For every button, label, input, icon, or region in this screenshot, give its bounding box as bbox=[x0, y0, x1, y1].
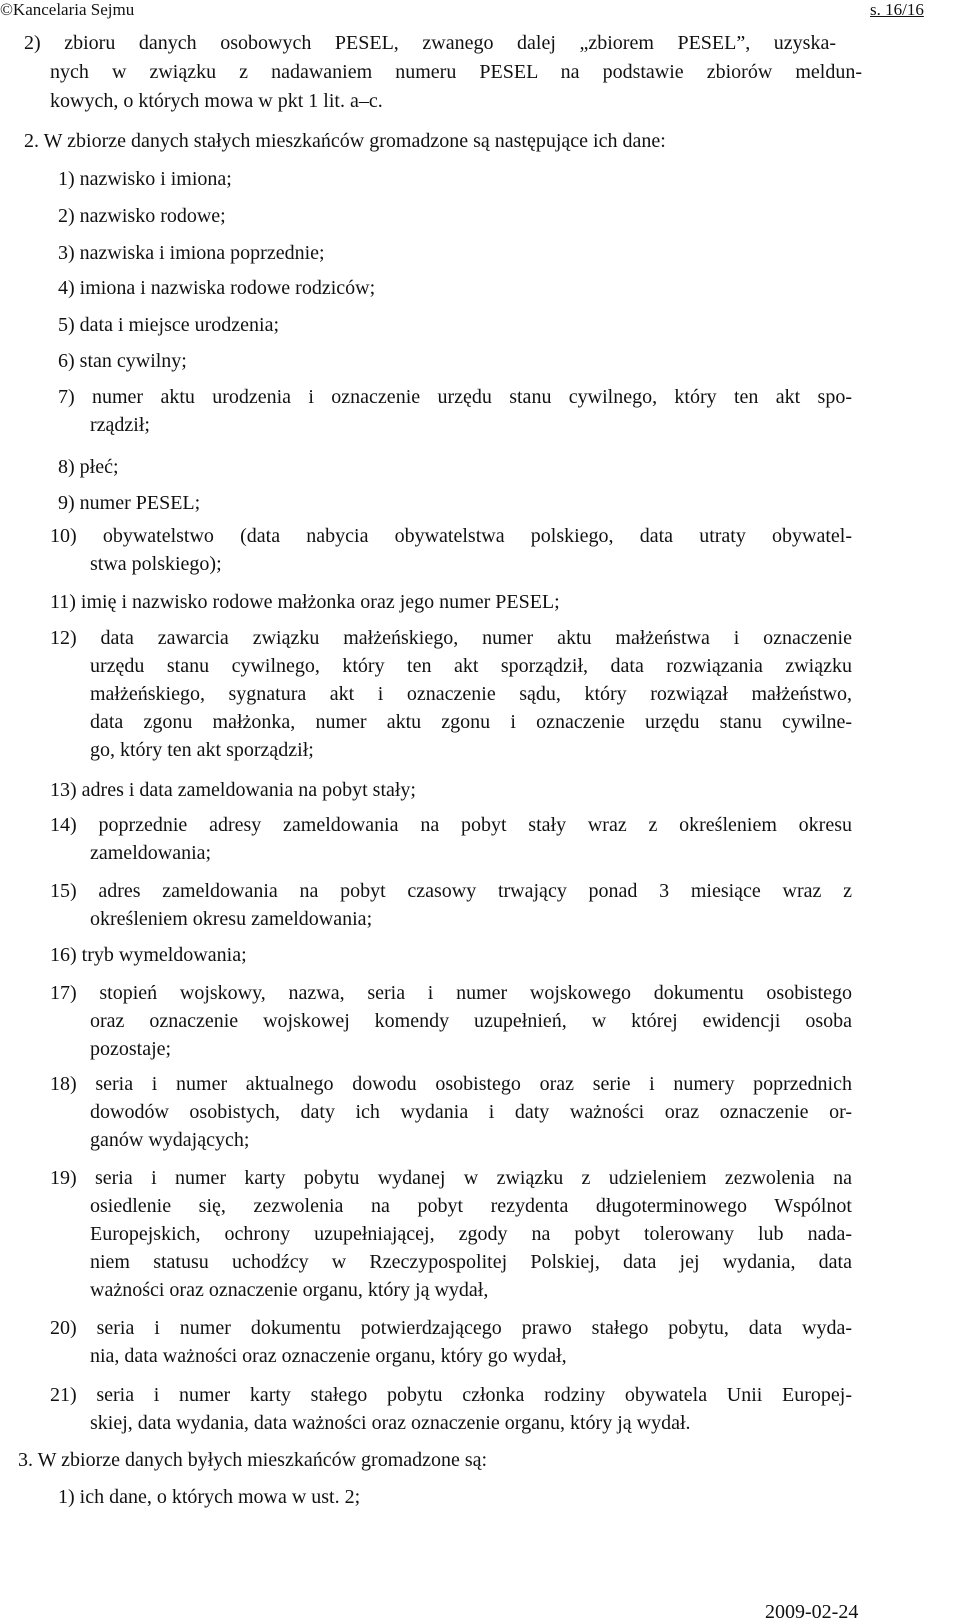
list-item-line: oraz oznaczenie wojskowej komendy uzupełnień, w której ewidencji osoba bbox=[90, 1010, 852, 1032]
list-item-line: 16) tryb wymeldowania; bbox=[50, 944, 247, 966]
list-item-line: 13) adres i data zameldowania na pobyt stały; bbox=[50, 779, 416, 801]
list-item-line: rządził; bbox=[90, 414, 150, 436]
list-item-line: 18) seria i numer aktualnego dowodu osobistego oraz serie i numery poprzednich bbox=[50, 1073, 852, 1095]
intro-line: nych w związku z nadawaniem numeru PESEL na podstawie zbiorów meldun- bbox=[50, 61, 862, 83]
list-item-line: niem statusu uchodźcy w Rzeczypospolitej Polskiej, data jej wydania, data bbox=[90, 1251, 852, 1273]
intro-line: 2) zbioru danych osobowych PESEL, zwanego dalej „zbiorem PESEL”, uzyska- bbox=[24, 32, 836, 54]
list-item-line: zameldowania; bbox=[90, 842, 212, 864]
list-item-line: go, który ten akt sporządził; bbox=[90, 739, 314, 761]
list-item-line: 3) nazwiska i imiona poprzednie; bbox=[58, 242, 325, 264]
list-item-line: 5) data i miejsce urodzenia; bbox=[58, 314, 280, 336]
list-item-line: 6) stan cywilny; bbox=[58, 350, 187, 372]
list-item-line: nia, data ważności oraz oznaczenie organu, który go wydał, bbox=[90, 1345, 567, 1367]
list-item-line: 2) nazwisko rodowe; bbox=[58, 205, 226, 227]
list-item-line: stwa polskiego); bbox=[90, 553, 222, 575]
section-3-heading: 3. W zbiorze danych byłych mieszkańców gromadzone są: bbox=[18, 1449, 488, 1471]
list-item-line: 15) adres zameldowania na pobyt czasowy trwający ponad 3 miesiące wraz z bbox=[50, 880, 852, 902]
list-item-line: 8) płeć; bbox=[58, 456, 119, 478]
list-item-line: skiej, data wydania, data ważności oraz oznaczenie organu, który ją wydał. bbox=[90, 1412, 691, 1434]
list-item-line: 17) stopień wojskowy, nazwa, seria i numer wojskowego dokumentu osobistego bbox=[50, 982, 852, 1004]
footer-date: 2009-02-24 bbox=[765, 1601, 859, 1623]
list-item-line: 19) seria i numer karty pobytu wydanej w związku z udzieleniem zezwolenia na bbox=[50, 1167, 852, 1189]
list-item-line: 14) poprzednie adresy zameldowania na pobyt stały wraz z określeniem okresu bbox=[50, 814, 852, 836]
list-item-line: 21) seria i numer karty stałego pobytu członka rodziny obywatela Unii Europej- bbox=[50, 1384, 852, 1406]
list-item-line: 10) obywatelstwo (data nabycia obywatelstwa polskiego, data utraty obywatel- bbox=[50, 525, 852, 547]
list-item-line: 9) numer PESEL; bbox=[58, 492, 201, 514]
list-item-line: 1) ich dane, o których mowa w ust. 2; bbox=[58, 1486, 361, 1508]
header-source: ©Kancelaria Sejmu bbox=[0, 0, 135, 19]
section-2-heading: 2. W zbiorze danych stałych mieszkańców gromadzone są następujące ich dane: bbox=[24, 130, 666, 152]
list-item-line: określeniem okresu zameldowania; bbox=[90, 908, 373, 930]
list-item-line: 1) nazwisko i imiona; bbox=[58, 168, 232, 190]
list-item-line: urzędu stanu cywilnego, który ten akt sporządził, data rozwiązania związku bbox=[90, 655, 852, 677]
list-item-line: ważności oraz oznaczenie organu, który ją wydał, bbox=[90, 1279, 489, 1301]
list-item-line: 7) numer aktu urodzenia i oznaczenie urzędu stanu cywilnego, który ten akt spo- bbox=[58, 386, 852, 408]
list-item-line: pozostaje; bbox=[90, 1038, 172, 1060]
page-number bbox=[870, 0, 924, 20]
list-item-line: 20) seria i numer dokumentu potwierdzającego prawo stałego pobytu, data wyda- bbox=[50, 1317, 852, 1339]
list-item-line: Europejskich, ochrony uzupełniającej, zgody na pobyt tolerowany lub nada- bbox=[90, 1223, 852, 1245]
list-item-line: 4) imiona i nazwiska rodowe rodziców; bbox=[58, 277, 376, 299]
list-item-line: małżeńskiego, sygnatura akt i oznaczenie sądu, który rozwiązał małżeństwo, bbox=[90, 683, 852, 705]
intro-line: kowych, o których mowa w pkt 1 lit. a–c. bbox=[50, 90, 383, 112]
list-item-line: 11) imię i nazwisko rodowe małżonka oraz jego numer PESEL; bbox=[50, 591, 560, 613]
list-item-line: dowodów osobistych, daty ich wydania i daty ważności oraz oznaczenie or- bbox=[90, 1101, 852, 1123]
page-number-text: s. 16/16 bbox=[870, 0, 924, 19]
list-item-line: 12) data zawarcia związku małżeńskiego, numer aktu małżeństwa i oznaczenie bbox=[50, 627, 852, 649]
list-item-line: ganów wydających; bbox=[90, 1129, 250, 1151]
list-item-line: osiedlenie się, zezwolenia na pobyt rezydenta długoterminowego Wspólnot bbox=[90, 1195, 852, 1217]
list-item-line: data zgonu małżonka, numer aktu zgonu i oznaczenie urzędu stanu cywilne- bbox=[90, 711, 852, 733]
